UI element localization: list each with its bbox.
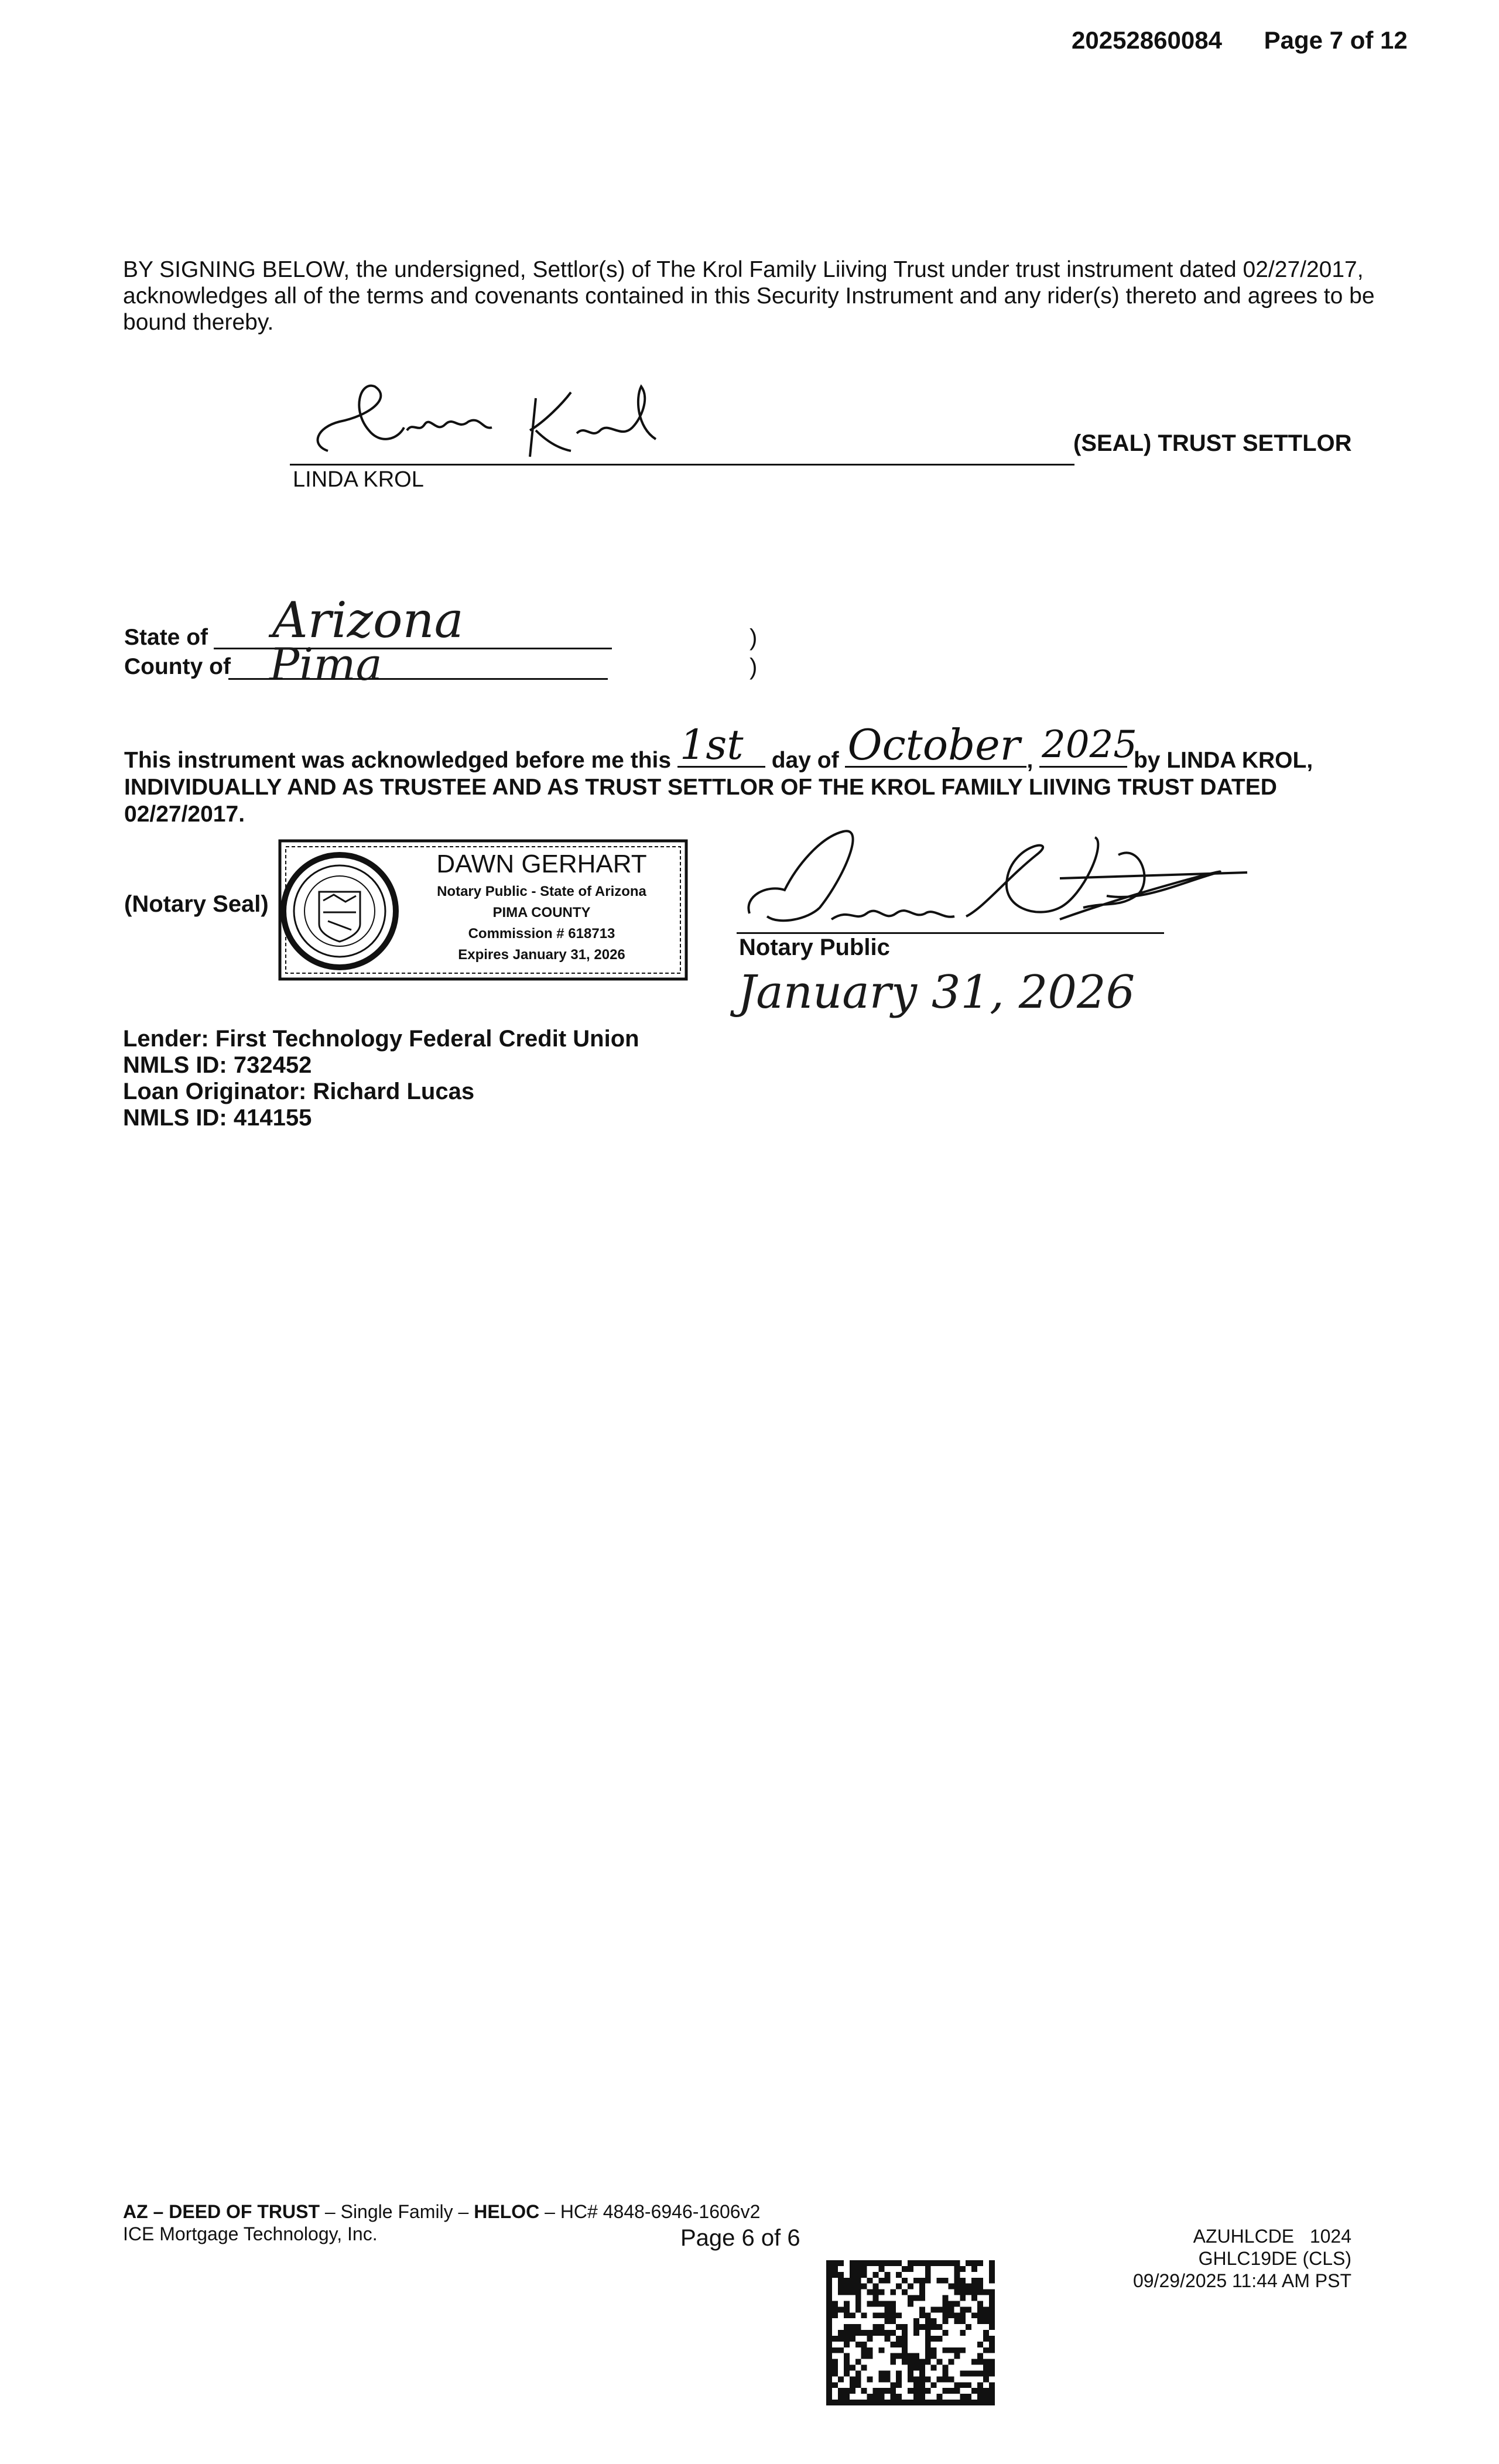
notary-public-label: Notary Public [739,935,890,960]
footer-form-title [123,2201,760,2223]
settlor-title: (SEAL) TRUST SETTLOR [1073,430,1352,456]
footer-page-number: Page 6 of 6 [680,2225,800,2251]
day-handwritten: 1st [679,721,744,769]
ack-comma: , [1026,748,1033,773]
ack-text-3: by LINDA KROL, INDIVIDUALLY AND AS TRUSTEE AND AS TRUST SETTLOR OF THE KROL FAMILY LIIVING TRUST DATED 02/27/2017. [124,748,1313,827]
arizona-seal-icon [283,855,396,967]
loan-originator: Loan Originator: Richard Lucas [123,1079,475,1104]
stamp-line-1: Notary Public - State of Arizona [437,884,646,899]
intro-paragraph: BY SIGNING BELOW, the undersigned, Settlor(s) of The Krol Family Liiving Trust under trust instrument dated 02/27/2017, acknowledges all of the terms and covenants contained in this Security Instrument and any rider(s) thereto and agrees to be bound thereby. [123,257,1375,335]
year-handwritten: 2025 [1042,723,1137,766]
footer-form-code: – HC# 4848-6946-1606v2 [539,2201,761,2222]
settlor-signature [304,375,679,468]
notary-signature-line [737,932,1164,934]
month-handwritten: October [847,720,1021,769]
barcode-icon [826,2260,995,2405]
footer-form-info [123,2201,760,2245]
footer-form-title-rest: – Single Family – [320,2201,474,2222]
county-label: County of [124,654,231,679]
state-handwritten: Arizona [272,591,464,649]
day-blank [677,721,765,769]
footer-code-1: AZUHLCDE 1024 [1193,2226,1351,2247]
footer-heloc: HELOC [474,2201,540,2222]
acknowledgment-paragraph [124,720,1389,828]
footer-vendor: ICE Mortgage Technology, Inc. [123,2223,378,2244]
footer-codes [1113,2225,1351,2292]
notary-seal-label: (Notary Seal) [124,891,269,917]
venue-paren: ) [750,654,758,680]
footer-code-2: GHLC19DE (CLS) [1198,2248,1351,2269]
document-number: 20252860084 [1072,26,1222,54]
page-header [1072,26,1408,54]
venue-paren: ) [750,625,758,651]
month-blank [845,720,1026,769]
state-label: State of [124,625,208,650]
ack-text-1: This instrument was acknowledged before me this [124,748,672,773]
stamp-line-4: Expires January 31, 2026 [458,947,625,963]
footer-timestamp: 09/29/2025 11:44 AM PST [1133,2270,1351,2291]
stamp-line-2: PIMA COUNTY [492,905,591,920]
settlor-name: LINDA KROL [293,467,424,492]
originator-nmls: NMLS ID: 414155 [123,1105,312,1131]
page-number: Page 7 of 12 [1264,26,1408,54]
stamp-name: DAWN GERHART [436,850,647,878]
stamp-line-3: Commission # 618713 [468,926,615,942]
notary-stamp [275,836,691,984]
ack-text-2: day of [771,748,839,773]
lender-nmls: NMLS ID: 732452 [123,1052,312,1078]
lender-name: Lender: First Technology Federal Credit Union [123,1026,639,1052]
county-handwritten: Pima [269,638,382,690]
lender-info [123,1026,639,1131]
county-line [228,678,608,680]
footer-form-title-bold: AZ – DEED OF TRUST [123,2201,320,2222]
notary-signature [732,820,1259,937]
notary-expiration-handwritten: January 31, 2026 [738,966,1135,1019]
settlor-signature-line [290,464,1074,466]
year-blank [1039,723,1137,768]
